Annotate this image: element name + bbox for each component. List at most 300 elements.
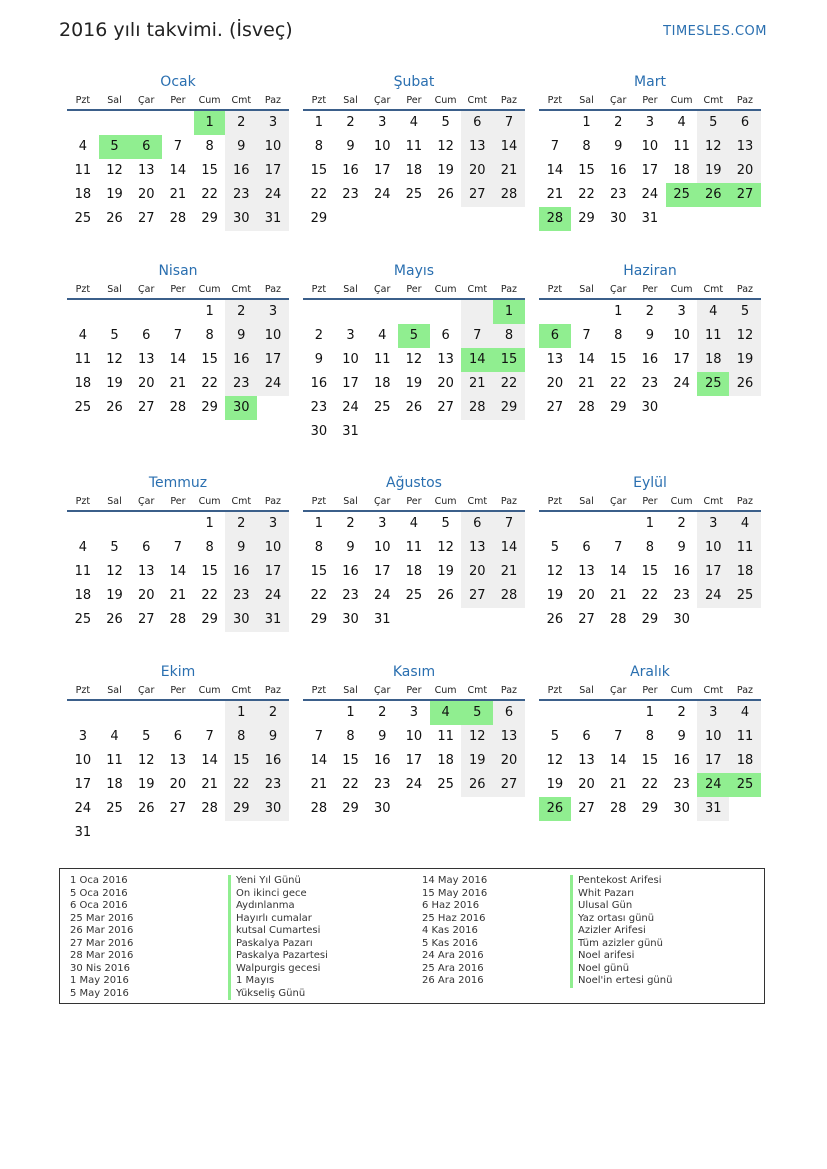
- month-name: Kasım: [392, 664, 436, 680]
- day-cell: 14: [169, 163, 187, 178]
- weekday-label: Cum: [198, 95, 221, 106]
- day-cell: 8: [205, 139, 214, 154]
- day-cell: 29: [493, 396, 525, 420]
- day-cell: 28: [169, 211, 187, 226]
- empty-cell: [67, 701, 99, 725]
- day-cell: 16: [342, 163, 359, 178]
- weekday-label: Çar: [374, 284, 391, 295]
- day-cell: 14: [461, 348, 493, 372]
- day-cell: 16: [225, 348, 257, 372]
- day-cell: 3: [257, 512, 289, 536]
- day-cell: 6: [582, 729, 591, 744]
- weekday-label: Çar: [610, 284, 627, 295]
- day-cell: 4: [430, 701, 462, 725]
- weekday-label: Cum: [670, 496, 693, 507]
- weekday-label: Cum: [670, 685, 693, 696]
- day-cell: 24: [257, 584, 289, 608]
- day-cell: 27: [461, 183, 493, 207]
- month-2: [303, 72, 525, 231]
- day-cell: 16: [310, 376, 328, 391]
- day-cell: 28: [201, 801, 218, 816]
- day-cell: 22: [201, 187, 218, 202]
- month-name: Aralık: [630, 664, 670, 680]
- weekday-header: [303, 493, 525, 512]
- weekday-header: [539, 92, 761, 111]
- empty-cell: [194, 821, 226, 845]
- day-cell: 26: [729, 372, 761, 396]
- empty-cell: [194, 701, 226, 725]
- day-cell: 11: [74, 564, 92, 579]
- day-cell: 23: [225, 183, 257, 207]
- day-cell: 31: [697, 797, 729, 821]
- weekday-label: Cum: [670, 95, 693, 106]
- day-cell: 12: [106, 163, 123, 178]
- day-cell: 1: [205, 516, 214, 531]
- day-cell: 5: [550, 729, 559, 744]
- day-cell: 22: [609, 376, 627, 391]
- day-cell: 13: [169, 753, 187, 768]
- day-cell: 3: [697, 701, 729, 725]
- day-cell: 1: [225, 701, 257, 725]
- month-7: [67, 473, 289, 632]
- day-cell: 12: [405, 352, 423, 367]
- legend-holiday-name: Tüm azizler günü: [570, 938, 672, 951]
- day-cell: 19: [106, 588, 123, 603]
- day-cell: 11: [697, 324, 729, 348]
- month-name: Haziran: [623, 263, 677, 279]
- empty-cell: [257, 396, 289, 420]
- day-cell: 18: [405, 163, 423, 178]
- day-cell: 26: [106, 400, 123, 415]
- day-cell: 4: [378, 328, 387, 343]
- day-cell: 20: [729, 159, 761, 183]
- weekday-label: Per: [642, 685, 658, 696]
- day-cell: 24: [373, 588, 391, 603]
- day-cell: 1: [645, 705, 655, 720]
- day-cell: 23: [225, 584, 257, 608]
- day-cell: 10: [697, 725, 729, 749]
- empty-cell: [398, 420, 430, 444]
- day-cell: 30: [342, 612, 359, 627]
- day-cell: 4: [677, 115, 686, 130]
- weekday-label: Pzt: [547, 685, 563, 696]
- empty-cell: [99, 701, 131, 725]
- day-cell: 7: [582, 328, 591, 343]
- holiday-legend: [59, 868, 765, 1004]
- day-cell: 5: [110, 540, 119, 555]
- day-cell: 11: [74, 352, 92, 367]
- weekday-label: Cmt: [703, 496, 724, 507]
- day-cell: 10: [257, 536, 289, 560]
- day-cell: 9: [346, 540, 355, 555]
- day-cell: 13: [493, 725, 525, 749]
- legend-date: 5 Oca 2016: [70, 887, 128, 899]
- day-cell: 15: [225, 749, 257, 773]
- day-cell: 20: [169, 777, 187, 792]
- weekday-label: Pzt: [547, 496, 563, 507]
- day-cell: 28: [609, 612, 627, 627]
- month-name: Ocak: [160, 74, 196, 90]
- weekday-label: Pzt: [75, 496, 91, 507]
- legend-holiday-name: Noel günü: [570, 963, 672, 976]
- day-cell: 20: [546, 376, 564, 391]
- empty-cell: [729, 797, 761, 821]
- legend-holiday-name: Azizler Arifesi: [570, 925, 672, 938]
- day-cell: 9: [314, 352, 323, 367]
- day-cell: 1: [314, 115, 323, 130]
- legend-date: 14 May 2016: [422, 875, 488, 886]
- day-cell: 31: [342, 424, 359, 439]
- weekday-label: Pzt: [311, 95, 327, 106]
- day-cell: 25: [106, 801, 123, 816]
- weekday-label: Per: [406, 95, 422, 106]
- weekday-label: Per: [642, 95, 658, 106]
- empty-cell: [366, 207, 398, 231]
- day-cell: 25: [697, 372, 729, 396]
- day-cell: 18: [697, 348, 729, 372]
- day-cell: 23: [673, 777, 690, 792]
- empty-cell: [162, 300, 194, 324]
- empty-cell: [257, 821, 289, 845]
- day-cell: 13: [437, 352, 454, 367]
- day-cell: 1: [493, 300, 525, 324]
- weekday-label: Pzt: [311, 496, 327, 507]
- day-cell: 25: [373, 400, 391, 415]
- day-cell: 7: [205, 729, 214, 744]
- weekday-label: Per: [406, 284, 422, 295]
- day-cell: 9: [614, 139, 623, 154]
- legend-holiday-name: Noel'in ertesi günü: [570, 975, 672, 988]
- day-cell: 8: [314, 139, 323, 154]
- day-cell: 1: [645, 516, 655, 531]
- day-cell: 2: [677, 516, 686, 531]
- legend-date: 5 May 2016: [70, 987, 129, 999]
- empty-cell: [539, 111, 571, 135]
- day-cell: 6: [142, 540, 151, 555]
- site-logo[interactable]: TIMESLES.COM: [663, 24, 767, 39]
- day-cell: 5: [441, 516, 450, 531]
- day-grid: [67, 300, 289, 420]
- day-cell: 14: [493, 135, 525, 159]
- month-8: [303, 473, 525, 632]
- day-cell: 29: [201, 400, 218, 415]
- day-cell: 16: [225, 560, 257, 584]
- day-cell: 17: [697, 560, 729, 584]
- day-cell: 25: [74, 211, 92, 226]
- day-cell: 12: [546, 753, 564, 768]
- weekday-label: Pzt: [75, 685, 91, 696]
- day-grid: [539, 300, 761, 420]
- weekday-header: [539, 682, 761, 701]
- day-cell: 21: [169, 187, 187, 202]
- day-cell: 12: [697, 135, 729, 159]
- weekday-label: Pzt: [311, 284, 327, 295]
- weekday-header: [67, 281, 289, 300]
- weekday-label: Paz: [500, 284, 518, 295]
- day-cell: 20: [137, 588, 155, 603]
- day-cell: 11: [106, 753, 123, 768]
- day-cell: 12: [437, 540, 454, 555]
- day-cell: 29: [578, 211, 595, 226]
- legend-names-left: [228, 875, 328, 1000]
- day-cell: 30: [225, 396, 257, 420]
- empty-cell: [461, 207, 493, 231]
- day-cell: 6: [441, 328, 450, 343]
- day-cell: 27: [578, 612, 595, 627]
- empty-cell: [729, 207, 761, 231]
- day-cell: 18: [74, 187, 92, 202]
- day-cell: 26: [106, 211, 123, 226]
- day-cell: 6: [582, 540, 591, 555]
- weekday-label: Per: [170, 685, 186, 696]
- day-cell: 17: [641, 163, 659, 178]
- weekday-label: Sal: [107, 284, 122, 295]
- day-cell: 22: [310, 187, 328, 202]
- day-cell: 22: [225, 773, 257, 797]
- day-cell: 23: [342, 187, 359, 202]
- day-cell: 13: [461, 536, 493, 560]
- month-11: [303, 662, 525, 821]
- day-cell: 29: [310, 612, 328, 627]
- weekday-label: Sal: [579, 95, 594, 106]
- legend-holiday-name: Pentekost Arifesi: [570, 875, 672, 888]
- day-cell: 19: [461, 749, 493, 773]
- day-cell: 3: [257, 300, 289, 324]
- legend-holiday-name: Yeni Yıl Günü: [228, 875, 328, 888]
- day-cell: 2: [378, 705, 387, 720]
- day-cell: 7: [173, 328, 183, 343]
- day-cell: 25: [74, 400, 92, 415]
- month-name: Mayıs: [393, 263, 435, 279]
- day-cell: 24: [697, 584, 729, 608]
- empty-cell: [130, 512, 162, 536]
- day-cell: 23: [673, 588, 690, 603]
- day-cell: 20: [493, 749, 525, 773]
- weekday-label: Cmt: [231, 496, 252, 507]
- weekday-label: Çar: [374, 496, 391, 507]
- empty-cell: [67, 300, 99, 324]
- day-cell: 26: [697, 183, 729, 207]
- day-cell: 26: [461, 773, 493, 797]
- empty-cell: [571, 701, 603, 725]
- legend-date: 6 Haz 2016: [422, 900, 480, 911]
- day-cell: 6: [539, 324, 571, 348]
- weekday-label: Pzt: [75, 284, 91, 295]
- empty-cell: [666, 396, 698, 420]
- legend-names-right: [570, 875, 672, 988]
- day-cell: 2: [314, 328, 323, 343]
- weekday-label: Çar: [374, 95, 391, 106]
- day-cell: 4: [409, 115, 419, 130]
- day-cell: 9: [677, 729, 686, 744]
- empty-cell: [461, 608, 493, 632]
- day-cell: 7: [614, 540, 623, 555]
- day-cell: 21: [201, 777, 218, 792]
- day-cell: 13: [137, 163, 155, 178]
- day-cell: 10: [257, 324, 289, 348]
- empty-cell: [99, 512, 131, 536]
- empty-cell: [602, 512, 634, 536]
- empty-cell: [430, 207, 462, 231]
- weekday-label: Paz: [736, 95, 754, 106]
- empty-cell: [729, 608, 761, 632]
- empty-cell: [366, 420, 398, 444]
- day-cell: 4: [729, 512, 761, 536]
- empty-cell: [99, 821, 131, 845]
- day-cell: 7: [493, 512, 525, 536]
- day-cell: 30: [673, 801, 690, 816]
- empty-cell: [666, 207, 698, 231]
- day-cell: 8: [614, 328, 623, 343]
- day-cell: 6: [173, 729, 183, 744]
- legend-date: 6 Oca 2016: [70, 900, 128, 911]
- day-cell: 5: [110, 328, 119, 343]
- day-cell: 22: [201, 376, 218, 391]
- day-cell: 4: [78, 139, 87, 154]
- day-cell: 27: [493, 773, 525, 797]
- day-cell: 9: [225, 324, 257, 348]
- day-cell: 3: [257, 111, 289, 135]
- weekday-label: Per: [406, 496, 422, 507]
- weekday-label: Sal: [343, 496, 358, 507]
- month-1: [67, 72, 289, 231]
- day-grid: [539, 512, 761, 632]
- day-cell: 9: [346, 139, 355, 154]
- day-cell: 7: [173, 139, 183, 154]
- day-cell: 15: [201, 564, 218, 579]
- day-cell: 8: [645, 540, 655, 555]
- day-cell: 8: [314, 540, 323, 555]
- day-cell: 21: [609, 588, 627, 603]
- empty-cell: [130, 300, 162, 324]
- day-cell: 24: [257, 372, 289, 396]
- day-cell: 16: [673, 753, 690, 768]
- legend-holiday-name: Paskalya Pazartesi: [228, 950, 328, 963]
- weekday-label: Paz: [500, 95, 518, 106]
- empty-cell: [493, 207, 525, 231]
- weekday-label: Cmt: [703, 95, 724, 106]
- weekday-header: [539, 281, 761, 300]
- weekday-label: Sal: [343, 284, 358, 295]
- legend-date: 25 Haz 2016: [422, 912, 486, 924]
- day-cell: 17: [74, 777, 92, 792]
- day-cell: 21: [493, 560, 525, 584]
- weekday-header: [303, 682, 525, 701]
- day-cell: 15: [310, 163, 328, 178]
- weekday-label: Paz: [264, 685, 282, 696]
- day-cell: 24: [697, 773, 729, 797]
- weekday-header: [67, 92, 289, 111]
- day-cell: 9: [677, 540, 686, 555]
- day-cell: 1: [582, 115, 591, 130]
- weekday-label: Paz: [736, 284, 754, 295]
- day-cell: 13: [461, 135, 493, 159]
- weekday-label: Pzt: [311, 685, 327, 696]
- legend-date: 5 Kas 2016: [422, 937, 478, 949]
- day-cell: 28: [169, 612, 187, 627]
- empty-cell: [99, 300, 131, 324]
- day-cell: 19: [437, 564, 454, 579]
- empty-cell: [461, 797, 493, 821]
- day-cell: 2: [225, 512, 257, 536]
- day-cell: 5: [729, 300, 761, 324]
- day-cell: 23: [342, 588, 359, 603]
- legend-date: 26 Ara 2016: [422, 975, 484, 986]
- weekday-label: Cum: [434, 496, 457, 507]
- day-cell: 28: [461, 396, 493, 420]
- day-cell: 5: [550, 540, 559, 555]
- legend-date: 25 Mar 2016: [70, 912, 134, 924]
- day-cell: 22: [493, 372, 525, 396]
- day-cell: 25: [74, 612, 92, 627]
- day-cell: 8: [205, 540, 214, 555]
- day-cell: 29: [225, 797, 257, 821]
- day-cell: 15: [493, 348, 525, 372]
- day-cell: 18: [74, 588, 92, 603]
- weekday-label: Paz: [736, 685, 754, 696]
- day-cell: 20: [461, 560, 493, 584]
- day-cell: 22: [310, 588, 328, 603]
- weekday-label: Cum: [434, 284, 457, 295]
- day-cell: 30: [373, 801, 391, 816]
- empty-cell: [430, 608, 462, 632]
- day-cell: 17: [373, 564, 391, 579]
- weekday-label: Per: [406, 685, 422, 696]
- day-cell: 11: [373, 352, 391, 367]
- weekday-label: Per: [642, 496, 658, 507]
- day-cell: 28: [493, 183, 525, 207]
- day-cell: 21: [169, 588, 187, 603]
- day-cell: 21: [461, 372, 493, 396]
- day-cell: 21: [493, 159, 525, 183]
- weekday-label: Cmt: [467, 95, 488, 106]
- weekday-label: Per: [170, 496, 186, 507]
- empty-cell: [130, 111, 162, 135]
- month-name: Nisan: [158, 263, 198, 279]
- legend-holiday-name: Yaz ortası günü: [570, 913, 672, 926]
- empty-cell: [493, 608, 525, 632]
- day-cell: 25: [405, 187, 423, 202]
- day-cell: 3: [78, 729, 87, 744]
- weekday-label: Cum: [198, 685, 221, 696]
- day-cell: 16: [373, 753, 391, 768]
- weekday-label: Per: [170, 284, 186, 295]
- day-cell: 27: [437, 400, 454, 415]
- empty-cell: [461, 420, 493, 444]
- day-cell: 23: [310, 400, 328, 415]
- day-cell: 3: [346, 328, 355, 343]
- empty-cell: [335, 207, 367, 231]
- day-cell: 2: [225, 300, 257, 324]
- empty-cell: [602, 701, 634, 725]
- day-cell: 30: [673, 612, 690, 627]
- weekday-label: Çar: [374, 685, 391, 696]
- day-cell: 29: [310, 211, 328, 226]
- day-cell: 22: [201, 588, 218, 603]
- legend-date: 24 Ara 2016: [422, 950, 484, 961]
- day-cell: 11: [729, 536, 761, 560]
- day-cell: 18: [729, 560, 761, 584]
- day-cell: 12: [106, 564, 123, 579]
- empty-cell: [697, 207, 729, 231]
- weekday-label: Paz: [264, 95, 282, 106]
- day-cell: 10: [405, 729, 423, 744]
- empty-cell: [539, 701, 571, 725]
- legend-holiday-name: kutsal Cumartesi: [228, 925, 328, 938]
- day-cell: 10: [74, 753, 92, 768]
- legend-date: 30 Nis 2016: [70, 962, 130, 974]
- day-cell: 2: [645, 304, 655, 319]
